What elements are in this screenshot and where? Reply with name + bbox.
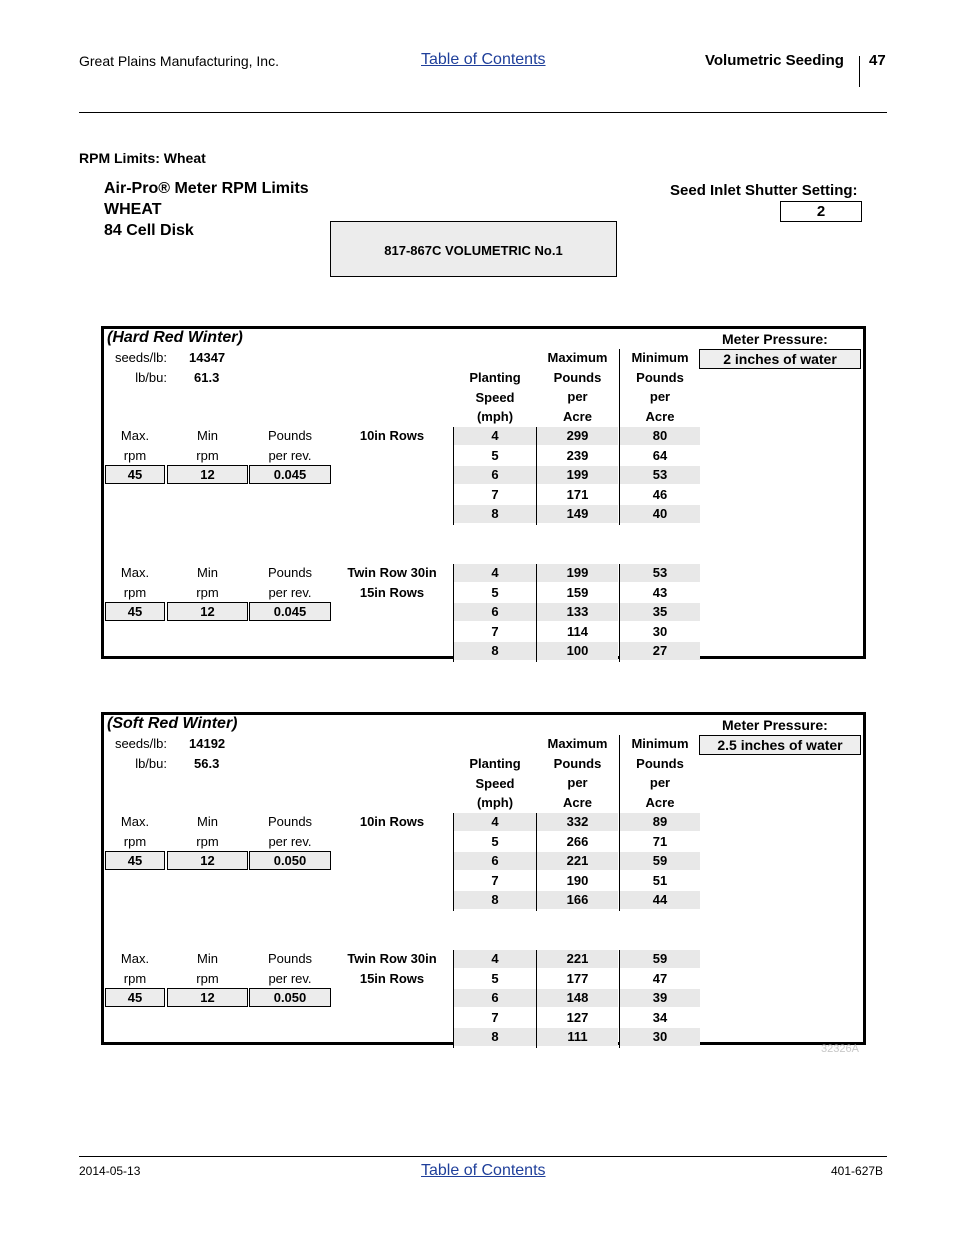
- figure-id: 32326A: [821, 1043, 859, 1055]
- speed-cell: 6: [454, 466, 536, 484]
- max-pounds-cell: 199: [537, 466, 618, 484]
- speed-cell: 6: [454, 989, 536, 1007]
- column-divider: [619, 564, 620, 662]
- min-pounds-cell: 59: [620, 950, 700, 968]
- meter-pressure-value: 2.5 inches of water: [699, 735, 861, 755]
- speed-cell: 4: [454, 950, 536, 968]
- max-pounds-header: Pounds: [553, 755, 602, 771]
- min-pounds-cell: 89: [620, 813, 700, 831]
- min-pounds-cell: 46: [652, 486, 668, 502]
- min-pounds-header: Pounds: [636, 755, 684, 771]
- column-divider: [619, 950, 620, 1048]
- max-pounds-cell: 266: [566, 833, 589, 849]
- toc-link-header[interactable]: Table of Contents: [421, 51, 546, 68]
- header-divider: [859, 56, 860, 87]
- max-pounds-cell: 332: [537, 813, 618, 831]
- meter-title: Air-Pro® Meter RPM Limits: [104, 180, 309, 197]
- rpm-header: Pounds: [267, 428, 313, 443]
- min-pounds-header: Pounds: [636, 369, 684, 385]
- rpm-header: Min: [197, 814, 218, 829]
- rpm-header: rpm: [123, 584, 147, 600]
- rpm-value: 0.050: [249, 851, 331, 870]
- speed-cell: 4: [454, 564, 536, 582]
- rpm-header: rpm: [196, 833, 219, 849]
- rpm-value: 12: [167, 988, 248, 1007]
- rpm-header: Min: [197, 428, 218, 443]
- speed-cell: 6: [454, 603, 536, 621]
- rpm-header: Min: [197, 565, 218, 580]
- column-divider: [619, 813, 620, 911]
- rpm-value: 0.045: [249, 602, 331, 621]
- column-divider: [536, 950, 537, 1048]
- min-pounds-cell: 51: [652, 872, 668, 888]
- rpm-panel: [101, 326, 866, 659]
- max-pounds-cell: 199: [537, 564, 618, 582]
- min-pounds-header: per: [649, 389, 671, 404]
- rpm-header: per rev.: [268, 447, 312, 463]
- speed-cell: 5: [491, 833, 499, 849]
- rpm-value: 45: [105, 465, 165, 484]
- rpm-value: 12: [167, 465, 248, 484]
- max-pounds-cell: 166: [537, 891, 618, 909]
- min-pounds-header: per: [649, 775, 671, 790]
- meter-pressure-label: Meter Pressure:: [722, 717, 828, 733]
- column-divider: [619, 427, 620, 525]
- row-spacing-label: Twin Row 30in: [347, 951, 437, 966]
- max-pounds-header: Acre: [563, 408, 592, 424]
- row-spacing-label: 10in Rows: [359, 814, 425, 829]
- max-pounds-cell: 171: [566, 486, 589, 502]
- footer-rule: [79, 1156, 887, 1157]
- shutter-label: Seed Inlet Shutter Setting:: [670, 182, 858, 199]
- seeds-value: 14347: [189, 350, 226, 365]
- rpm-value: 45: [105, 851, 165, 870]
- meter-pressure-value: 2 inches of water: [699, 349, 861, 369]
- max-pounds-cell: 299: [537, 427, 618, 445]
- seeds-label: seeds/lb:: [114, 350, 167, 365]
- model-box: 817-867C VOLUMETRIC No.1: [330, 221, 617, 277]
- max-pounds-header: Acre: [563, 794, 592, 810]
- min-pounds-cell: 59: [620, 852, 700, 870]
- min-pounds-cell: 80: [620, 427, 700, 445]
- rpm-header: Pounds: [267, 565, 313, 580]
- rpm-header: rpm: [123, 447, 147, 463]
- doc-number: 401-627B: [831, 1164, 884, 1178]
- toc-link-footer[interactable]: Table of Contents: [421, 1162, 546, 1179]
- min-pounds-cell: 43: [652, 584, 668, 600]
- rpm-header: per rev.: [268, 584, 312, 600]
- speed-cell: 8: [454, 642, 536, 660]
- min-pounds-header: Minimum: [631, 350, 689, 365]
- lbbu-label: lb/bu:: [135, 370, 167, 385]
- section-title: RPM Limits: Wheat: [79, 150, 206, 166]
- speed-cell: 7: [491, 872, 499, 888]
- speed-cell: 5: [491, 584, 499, 600]
- rpm-panel: [101, 712, 866, 1045]
- speed-header: (mph): [476, 795, 514, 810]
- min-pounds-cell: 35: [620, 603, 700, 621]
- max-pounds-cell: 221: [537, 950, 618, 968]
- max-pounds-cell: 239: [566, 447, 589, 463]
- min-pounds-cell: 30: [652, 623, 668, 639]
- min-pounds-cell: 34: [652, 1009, 668, 1025]
- speed-cell: 7: [491, 486, 499, 502]
- lbbu-label: lb/bu:: [135, 756, 167, 771]
- speed-cell: 6: [454, 852, 536, 870]
- row-spacing-label: Twin Row 30in: [347, 565, 437, 580]
- rpm-value: 12: [167, 602, 248, 621]
- max-pounds-header: Pounds: [553, 369, 602, 385]
- max-pounds-header: per: [567, 389, 588, 404]
- section-name: Volumetric Seeding: [705, 52, 844, 69]
- rpm-header: Pounds: [267, 814, 313, 829]
- rpm-header: Max.: [120, 428, 150, 443]
- rpm-header: per rev.: [268, 970, 312, 986]
- column-divider: [536, 564, 537, 662]
- speed-header: (mph): [476, 409, 514, 424]
- lbbu-value: 56.3: [194, 756, 220, 771]
- column-divider: [453, 950, 454, 1048]
- speed-cell: 8: [454, 1028, 536, 1046]
- min-pounds-cell: 40: [620, 505, 700, 523]
- page-number: 47: [869, 52, 886, 69]
- row-spacing-label: 15in Rows: [359, 584, 425, 600]
- rpm-header: Max.: [120, 951, 150, 966]
- min-pounds-cell: 47: [652, 970, 668, 986]
- speed-cell: 4: [454, 427, 536, 445]
- max-pounds-cell: 190: [566, 872, 589, 888]
- column-divider: [453, 564, 454, 662]
- max-pounds-header: per: [567, 775, 588, 790]
- speed-cell: 8: [454, 505, 536, 523]
- header-divider: [619, 349, 620, 427]
- max-pounds-cell: 114: [567, 623, 588, 639]
- column-divider: [453, 427, 454, 525]
- rpm-header: rpm: [123, 833, 147, 849]
- min-pounds-cell: 27: [620, 642, 700, 660]
- max-pounds-cell: 148: [537, 989, 618, 1007]
- min-pounds-cell: 39: [620, 989, 700, 1007]
- max-pounds-cell: 221: [537, 852, 618, 870]
- speed-cell: 4: [454, 813, 536, 831]
- rpm-value: 45: [105, 602, 165, 621]
- meter-pressure-label: Meter Pressure:: [722, 331, 828, 347]
- max-pounds-cell: 149: [537, 505, 618, 523]
- max-pounds-cell: 133: [537, 603, 618, 621]
- panel-title: (Hard Red Winter): [107, 329, 243, 346]
- min-pounds-header: Acre: [645, 408, 675, 424]
- min-pounds-cell: 64: [652, 447, 668, 463]
- disk-type: 84 Cell Disk: [104, 222, 194, 239]
- company-name: Great Plains Manufacturing, Inc.: [79, 53, 279, 69]
- min-pounds-cell: 71: [652, 833, 668, 849]
- rpm-header: rpm: [196, 584, 219, 600]
- min-pounds-cell: 53: [620, 564, 700, 582]
- speed-header: Planting: [469, 756, 521, 771]
- column-divider: [536, 427, 537, 525]
- speed-cell: 5: [491, 970, 499, 986]
- column-divider: [453, 813, 454, 911]
- speed-header: Speed: [475, 389, 515, 405]
- max-pounds-cell: 100: [537, 642, 618, 660]
- rpm-header: per rev.: [268, 833, 312, 849]
- rpm-header: rpm: [123, 970, 147, 986]
- min-pounds-header: Minimum: [631, 736, 689, 751]
- min-pounds-cell: 30: [620, 1028, 700, 1046]
- max-pounds-cell: 159: [566, 584, 589, 600]
- max-pounds-header: Maximum: [547, 350, 608, 365]
- max-pounds-cell: 177: [566, 970, 589, 986]
- seeds-label: seeds/lb:: [114, 736, 167, 751]
- header-divider: [619, 735, 620, 813]
- speed-cell: 8: [454, 891, 536, 909]
- speed-cell: 7: [491, 1009, 499, 1025]
- rpm-header: Max.: [120, 814, 150, 829]
- rpm-value: 12: [167, 851, 248, 870]
- speed-cell: 7: [491, 623, 499, 639]
- rpm-header: Pounds: [267, 951, 313, 966]
- min-pounds-cell: 53: [620, 466, 700, 484]
- min-pounds-header: Acre: [645, 794, 675, 810]
- min-pounds-cell: 44: [620, 891, 700, 909]
- max-pounds-cell: 111: [537, 1028, 618, 1046]
- rpm-value: 0.045: [249, 465, 331, 484]
- max-pounds-header: Maximum: [547, 736, 608, 751]
- rpm-header: Max.: [120, 565, 150, 580]
- crop-name: WHEAT: [104, 201, 162, 218]
- seeds-value: 14192: [189, 736, 226, 751]
- rpm-value: 45: [105, 988, 165, 1007]
- header-rule: [79, 112, 887, 113]
- rpm-value: 0.050: [249, 988, 331, 1007]
- rpm-header: Min: [197, 951, 218, 966]
- speed-cell: 5: [491, 447, 499, 463]
- panel-title: (Soft Red Winter): [107, 715, 238, 732]
- column-divider: [536, 813, 537, 911]
- rpm-header: rpm: [196, 970, 219, 986]
- row-spacing-label: 15in Rows: [359, 970, 425, 986]
- rpm-header: rpm: [196, 447, 219, 463]
- footer-date: 2014-05-13: [79, 1164, 141, 1178]
- lbbu-value: 61.3: [194, 370, 220, 385]
- speed-header: Speed: [475, 775, 515, 791]
- shutter-value: 2: [780, 201, 862, 222]
- max-pounds-cell: 127: [566, 1009, 589, 1025]
- speed-header: Planting: [469, 370, 521, 385]
- row-spacing-label: 10in Rows: [359, 428, 425, 443]
